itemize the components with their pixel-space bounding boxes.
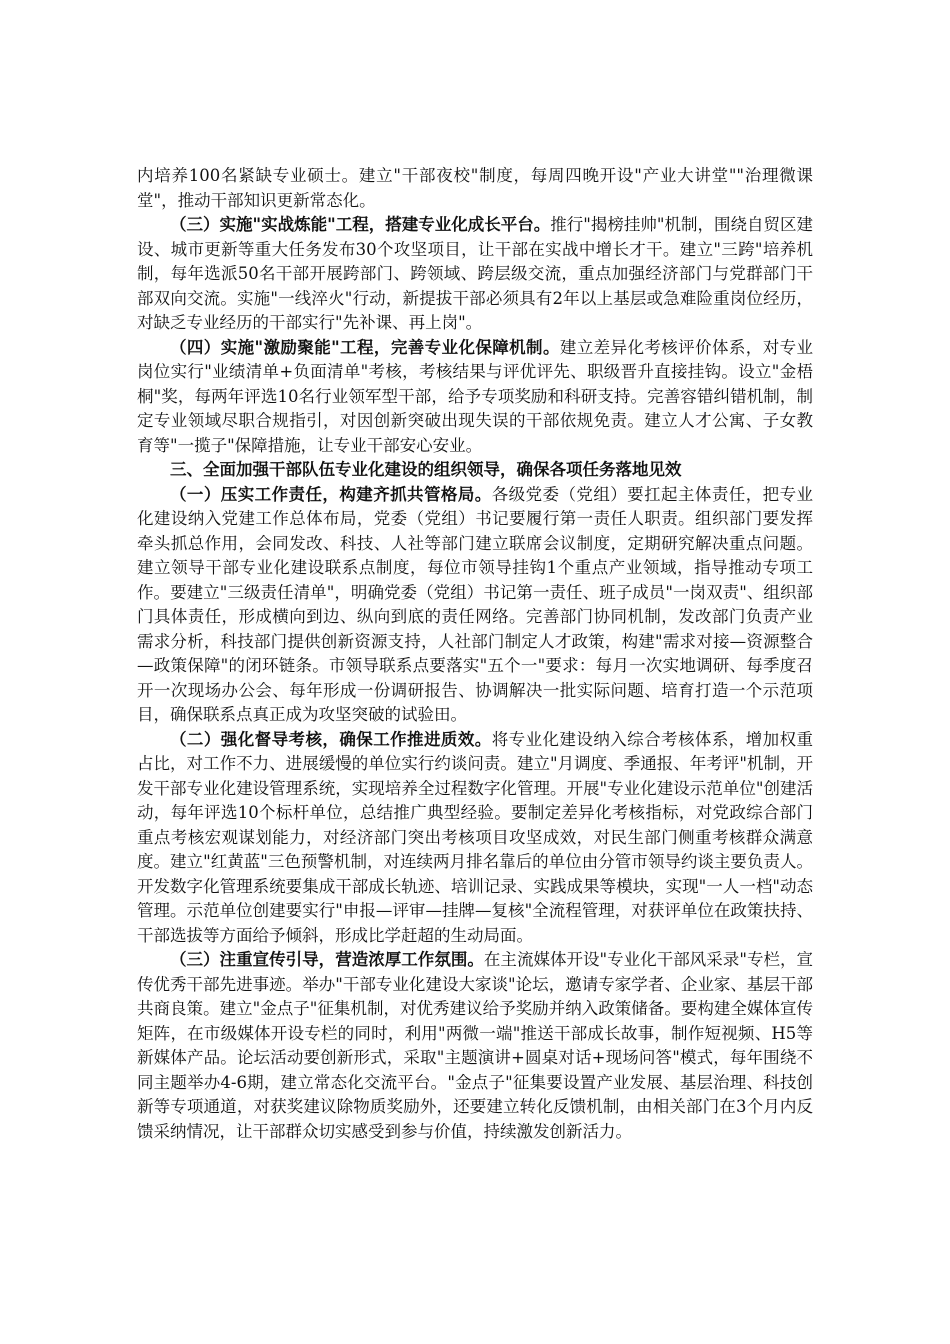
paragraph-sub-1 bbox=[137, 483, 813, 728]
paragraph-lead: （三）实施"实战炼能"工程，搭建专业化成长平台。 bbox=[170, 215, 551, 234]
paragraph-sub-3 bbox=[137, 948, 813, 1144]
paragraph-body: 推行"揭榜挂帅"机制，围绕自贸区建设、城市更新等重大任务发布30个攻坚项目，让干部在实战中增长才干。建立"三跨"培养机制，每年选派50名干部开展跨部门、跨领域、跨层级交流，重点加强经济部门与党群部门干部双向交流。实施"一线淬火"行动，新提拔干部必须具有2年以上基层或急难险重岗位经历，对缺乏专业经历的干部实行"先补课、再上岗"。 bbox=[137, 215, 813, 332]
document-page bbox=[137, 164, 813, 1144]
paragraph-sub-2 bbox=[137, 728, 813, 949]
paragraph-body: 在主流媒体开设"专业化干部风采录"专栏，宣传优秀干部先进事迹。举办"干部专业化建设大家谈"论坛，邀请专家学者、企业家、基层干部共商良策。建立"金点子"征集机制，对优秀建议给予奖励并纳入政策储备。要构建全媒体宣传矩阵，在市级媒体开设专栏的同时，利用"两微一端"推送干部成长故事，制作短视频、H5等新媒体产品。论坛活动要创新形式，采取"主题演讲+圆桌对话+现场问答"模式，每年围绕不同主题举办4-6期，建立常态化交流平台。"金点子"征集要设置产业发展、基层治理、科技创新等专项通道，对获奖建议除物质奖励外，还要建立转化反馈机制，由相关部门在3个月内反馈采纳情况，让干部群众切实感受到参与价值，持续激发创新活力。 bbox=[137, 950, 814, 1141]
paragraph-lead: （三）注重宣传引导，营造浓厚工作氛围。 bbox=[170, 950, 484, 969]
paragraph-continued bbox=[137, 164, 813, 213]
paragraph-lead: （四）实施"激励聚能"工程，完善专业化保障机制。 bbox=[170, 337, 560, 357]
paragraph-body: 建立差异化考核评价体系，对专业岗位实行"业绩清单+负面清单"考核，考核结果与评优评先、职级晋升直接挂钩。设立"金梧桐"奖，每两年评选10名行业领军型干部，给予专项奖励和科研支持。完善容错纠错机制，制定专业领域尽职合规指引，对因创新突破出现失误的干部依规免责。建立人才公寓、子女教育等"一揽子"保障措施，让专业干部安心安业。 bbox=[137, 337, 813, 455]
paragraph-section-4 bbox=[137, 336, 813, 459]
paragraph-lead: （二）强化督导考核，确保工作推进质效。 bbox=[170, 729, 492, 749]
paragraph-section-3 bbox=[137, 213, 813, 336]
paragraph-body: 各级党委（党组）要扛起主体责任，把专业化建设纳入党建工作总体布局，党委（党组）书记要履行第一责任人职责。组织部门要发挥牵头抓总作用，会同发改、科技、人社等部门建立联席会议制度，定期研究解决重点问题。建立领导干部专业化建设联系点制度，每位市领导挂钩1个重点产业领域，指导推动专项工作。要建立"三级责任清单"，明确党委（党组）书记第一责任、班子成员"一岗双责"、组织部门具体责任，形成横向到边、纵向到底的责任网络。完善部门协同机制，发改部门负责产业需求分析，科技部门提供创新资源支持，人社部门制定人才政策，构建"需求对接—资源整合—政策保障"的闭环链条。市领导联系点要落实"五个一"要求：每月一次实地调研、每季度召开一次现场办公会、每年形成一份调研报告、协调解决一批实际问题、培育打造一个示范项目，确保联系点真正成为攻坚突破的试验田。 bbox=[137, 484, 814, 724]
paragraph-lead: （一）压实工作责任，构建齐抓共管格局。 bbox=[170, 484, 492, 504]
paragraph-body: 内培养100名紧缺专业硕士。建立"干部夜校"制度，每周四晚开设"产业大讲堂""治理微课堂"，推动干部知识更新常态化。 bbox=[137, 166, 813, 210]
chapter-heading: 三、全面加强干部队伍专业化建设的组织领导，确保各项任务落地见效 bbox=[170, 460, 682, 479]
paragraph-body: 将专业化建设纳入综合考核体系，增加权重占比，对工作不力、进展缓慢的单位实行约谈问责。建立"月调度、季通报、年考评"机制，开发干部专业化建设管理系统，实现培养全过程数字化管理。开展"专业化建设示范单位"创建活动，每年评选10个标杆单位，总结推广典型经验。要制定差异化考核指标，对党政综合部门重点考核宏观谋划能力，对经济部门突出考核项目攻坚成效，对民生部门侧重考核群众满意度。建立"红黄蓝"三色预警机制，对连续两月排名靠后的单位由分管市领导约谈主要负责人。开发数字化管理系统要集成干部成长轨迹、培训记录、实践成果等模块，实现"一人一档"动态管理。示范单位创建要实行"申报—评审—挂牌—复核"全流程管理，对获评单位在政策扶持、干部选拔等方面给予倾斜，形成比学赶超的生动局面。 bbox=[137, 729, 814, 945]
